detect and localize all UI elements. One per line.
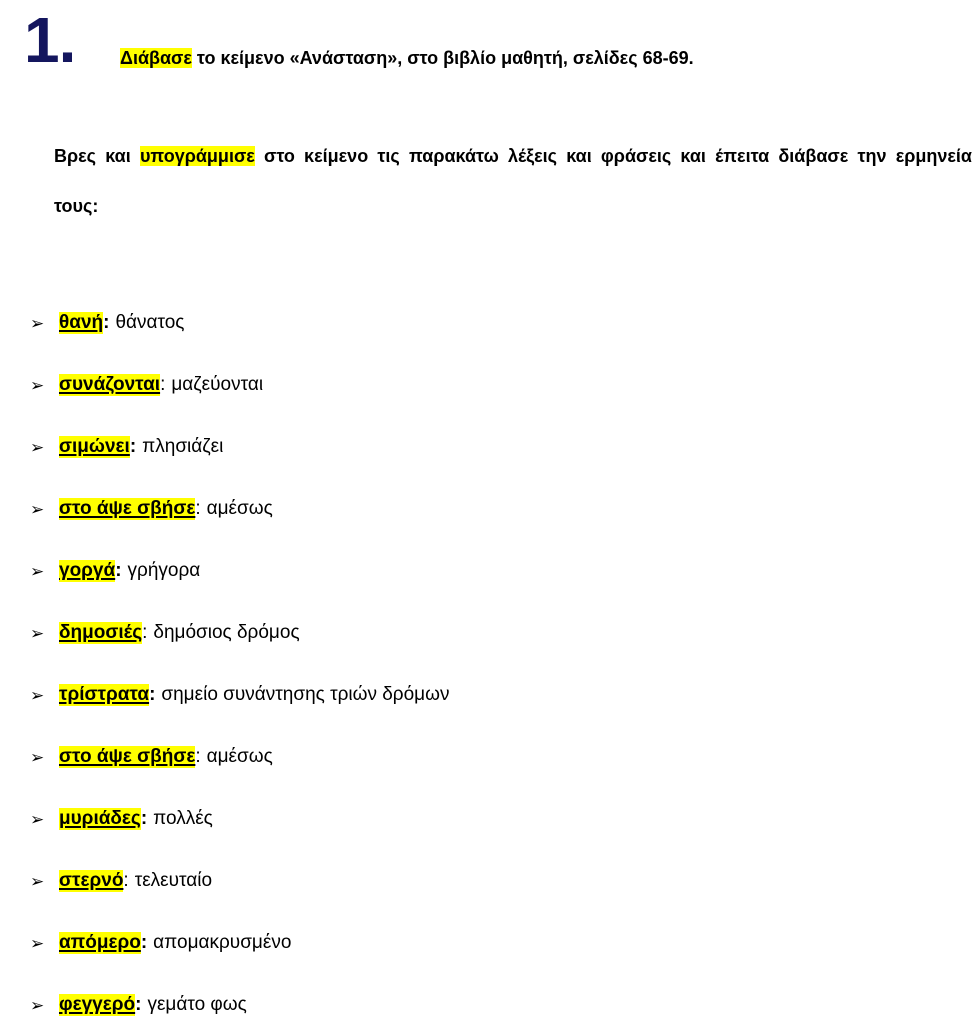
glossary-meaning: πολλές [153,808,213,829]
glossary-term: απόμερο [59,932,141,953]
term-colon: : [103,312,110,333]
glossary-meaning: σημείο συνάντησης τριών δρόμων [161,684,450,705]
glossary-item [30,850,449,912]
glossary-item [30,540,449,602]
term-colon: : [129,436,137,457]
glossary-term: δημοσιές [59,622,143,643]
arrow-bullet-icon: ➢ [30,933,45,953]
glossary-list [30,292,449,1036]
glossary-item [30,726,449,788]
glossary-item [30,788,449,850]
glossary-item [30,664,449,726]
arrow-bullet-icon: ➢ [30,871,45,891]
glossary-term: φεγγερό [59,994,136,1015]
term-colon: : [135,994,142,1015]
glossary-meaning: γρήγορα [127,560,201,581]
arrow-bullet-icon: ➢ [30,313,45,333]
glossary-meaning: μαζεύονται [171,374,264,395]
term-colon: : [149,684,156,705]
glossary-item [30,354,449,416]
glossary-term: μυριάδες [59,808,141,829]
glossary-term: στο άψε σβήσε [59,498,196,519]
term-colon: : [160,374,166,395]
highlighted-read-word: Διάβασε [120,48,192,68]
glossary-meaning: θάνατος [115,312,185,333]
arrow-bullet-icon: ➢ [30,747,45,767]
glossary-term: συνάζονται [59,374,161,395]
arrow-bullet-icon: ➢ [30,995,45,1015]
glossary-term: σιμώνει [59,436,130,457]
task-heading-text: το κείμενο «Ανάσταση», στο βιβλίο μαθητή, σελίδες 68-69. [191,48,694,68]
arrow-bullet-icon: ➢ [30,499,45,519]
task-heading [120,44,694,72]
arrow-bullet-icon: ➢ [30,375,45,395]
instruction-before: Βρες και [54,146,140,166]
glossary-item [30,602,449,664]
term-colon: : [195,746,201,767]
highlighted-underline-word: υπογράμμισε [139,146,255,166]
term-colon: : [142,622,148,643]
glossary-item [30,478,449,540]
glossary-meaning: αμέσως [206,498,273,519]
arrow-bullet-icon: ➢ [30,685,45,705]
arrow-bullet-icon: ➢ [30,623,45,643]
term-colon: : [140,808,148,829]
glossary-term: στερνό [59,870,124,891]
glossary-meaning: δημόσιος δρόμος [153,622,300,643]
term-colon: : [195,498,201,519]
arrow-bullet-icon: ➢ [30,437,45,457]
glossary-item [30,416,449,478]
glossary-term: στο άψε σβήσε [59,746,196,767]
term-colon: : [140,932,148,953]
arrow-bullet-icon: ➢ [30,561,45,581]
glossary-meaning: αμέσως [206,746,273,767]
glossary-item [30,974,449,1036]
glossary-meaning: πλησιάζει [142,436,224,457]
instruction-after: στο κείμενο τις παρακάτω λέξεις και φράσεις και έπειτα διάβασε την ερμηνεία τους: [54,146,973,216]
term-colon: : [115,560,122,581]
task-number: 1. [24,4,76,76]
term-colon: : [123,870,129,891]
glossary-meaning: τελευταίο [134,870,213,891]
instruction-paragraph [54,131,972,231]
glossary-meaning: απομακρυσμένο [153,932,292,953]
glossary-term: θανή [59,312,104,333]
glossary-term: τρίστρατα [59,684,150,705]
arrow-bullet-icon: ➢ [30,809,45,829]
glossary-item [30,912,449,974]
glossary-item [30,292,449,354]
glossary-meaning: γεμάτο φως [147,994,247,1015]
glossary-term: γοργά [59,560,116,581]
